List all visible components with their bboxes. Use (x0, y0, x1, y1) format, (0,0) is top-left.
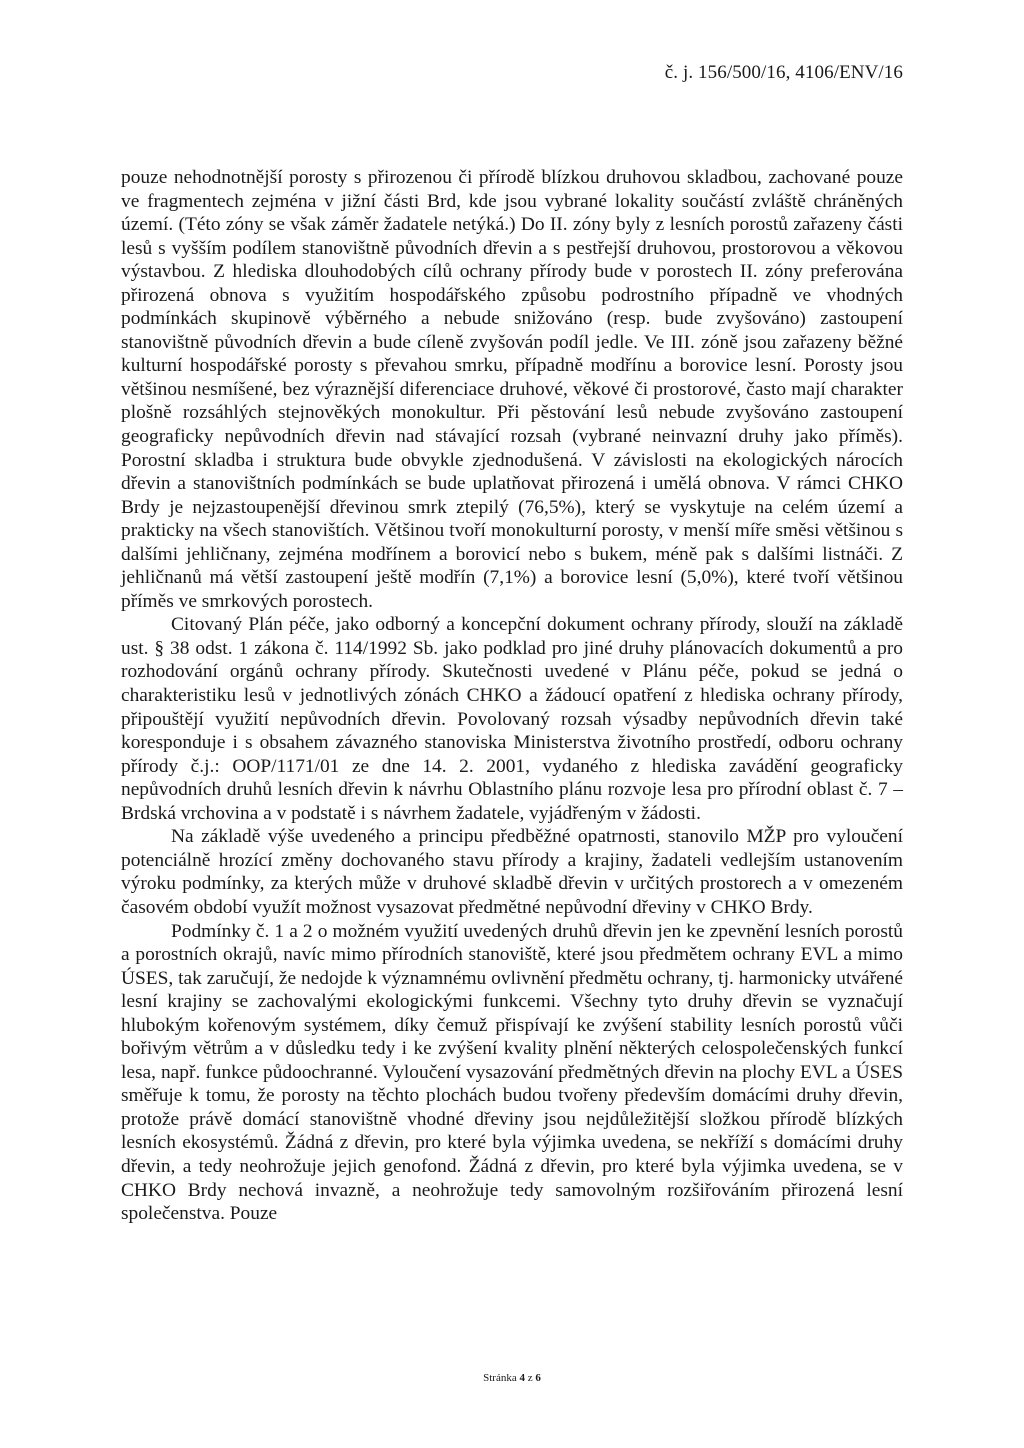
paragraph-precaution-principle: Na základě výše uvedeného a principu předběžné opatrnosti, stanovilo MŽP pro vyloučení potenciálně hrozící změny dochovaného stavu přírody a krajiny, žadateli vedlejším ustanovením výroku podmínky, za kterých může v druhové skladbě dřevin v určitých prostorech a v omezeném časovém období využít možnost vysazovat předmětné nepůvodní dřeviny v CHKO Brdy. (121, 826, 903, 918)
paragraph-zones-description: pouze nehodnotnější porosty s přirozenou či přírodě blízkou druhovou skladbou, zachované pouze ve fragmentech zejména v jižní části Brd, kde jsou vybrané lokality součástí zvláště chráněných území. (Této zóny se však záměr žadatele netýká.) Do II. zóny byly z lesních porostů zařazeny části lesů s vyšším podílem stanovištně původních dřevin a s pestřejší druhovou, prostorovou a věkovou výstavbou. Z hlediska dlouhodobých cílů ochrany přírody bude v porostech II. zóny preferována přirozená obnova s využitím hospodářského způsobu podrostního případně ve vhodných podmínkách skupinově výběrného a nebude snižováno (resp. bude zvyšováno) zastoupení stanovištně původních dřevin a bude cíleně zvyšován podíl jedle. Ve III. zóně jsou zařazeny běžné kulturní hospodářské porosty s převahou smrku, případně modřínu a borovice lesní. Porosty jsou většinou nesmíšené, bez výraznější diferenciace druhové, věkové či prostorové, často mají charakter plošně rozsáhlých stejnověkých monokultur. Při pěstování lesů nebude zvyšováno zastoupení geograficky nepůvodních dřevin nad stávající rozsah (vybrané neinvazní druhy jako příměs). Porostní skladba i struktura bude obvykle zjednodušená. V závislosti na ekologických nárocích dřevin a stanovištních podmínkách se bude uplatňovat přirozená i umělá obnova. V rámci CHKO Brdy je nejzastoupenější dřevinou smrk ztepilý (76,5%), který se vyskytuje na celém území a prakticky na všech stanovištích. Většinou tvoří monokulturní porosty, v menší míře směsi většinou s dalšími jehličnany, zejména modřínem a borovicí nebo s bukem, méně pak s dalšími listnáči. Z jehličnanů má větší zastoupení ještě modřín (7,1%) a borovice lesní (5,0%), které tvoří většinou příměs ve smrkových porostech. (121, 167, 903, 612)
paragraph-care-plan: Citovaný Plán péče, jako odborný a koncepční dokument ochrany přírody, slouží na základě ust. § 38 odst. 1 zákona č. 114/1992 Sb. jako podklad pro jiné druhy plánovacích dokumentů a pro rozhodování orgánů ochrany přírody. Skutečnosti uvedené v Plánu péče, pokud se jedná o charakteristiku lesů v jednotlivých zónách CHKO a žádoucí opatření z hlediska ochrany přírody, připouštějí využití nepůvodních dřevin. Povolovaný rozsah výsadby nepůvodních dřevin také koresponduje i s obsahem závazného stanoviska Ministerstva životního prostředí, odboru ochrany přírody č.j.: OOP/1171/01 ze dne 14. 2. 2001, vydaného z hlediska zavádění geograficky nepůvodních druhů lesních dřevin k návrhu Oblastního plánu rozvoje lesa pro přírodní oblast č. 7 – Brdská vrchovina a v podstatě i s návrhem žadatele, vyjádřeným v žádosti. (121, 614, 903, 824)
page-word: Stránka (483, 1372, 517, 1384)
document-reference-number: č. j. 156/500/16, 4106/ENV/16 (664, 62, 903, 83)
page-current-number: 4 (519, 1372, 525, 1384)
paragraph-conditions: Podmínky č. 1 a 2 o možném využití uvedených druhů dřevin jen ke zpevnění lesních porostů a porostních okrajů, navíc mimo přírodních stanoviště, které jsou předmětem ochrany EVL a mimo ÚSES, tak zaručují, že nedojde k významnému ovlivnění předmětu ochrany, tj. harmonicky utvářené lesní krajiny se zachovalými ekologickými funkcemi. Všechny tyto druhy dřevin se vyznačují hlubokým kořenovým systémem, díky čemuž přispívají ke zvýšení stability lesních porostů vůči bořivým větrům a v důsledku tedy i ke zvýšení kvality plnění některých celospolečenských funkcí lesa, např. funkce půdoochranné. Vyloučení vysazování předmětných dřevin na plochy EVL a ÚSES směřuje k tomu, že porosty na těchto plochách budou tvořeny především domácími druhy dřevin, protože právě domácí stanovištně vhodné dřeviny jsou nejdůležitější složkou přírodě blízkých lesních ekosystémů. Žádná z dřevin, pro které byla výjimka uvedena, se nekříží s domácími druhy dřevin, a tedy neohrožuje jejich genofond. Žádná z dřevin, pro které byla výjimka uvedena, se v CHKO Brdy nechová invazně, a neohrožuje tedy samovolným rozšiřováním přirozená lesní společenstva. Pouze (121, 920, 903, 1225)
page-of-word: z (527, 1372, 533, 1384)
document-body (121, 166, 903, 1226)
page-total-number: 6 (535, 1372, 541, 1384)
page-number-footer (0, 1372, 1024, 1384)
